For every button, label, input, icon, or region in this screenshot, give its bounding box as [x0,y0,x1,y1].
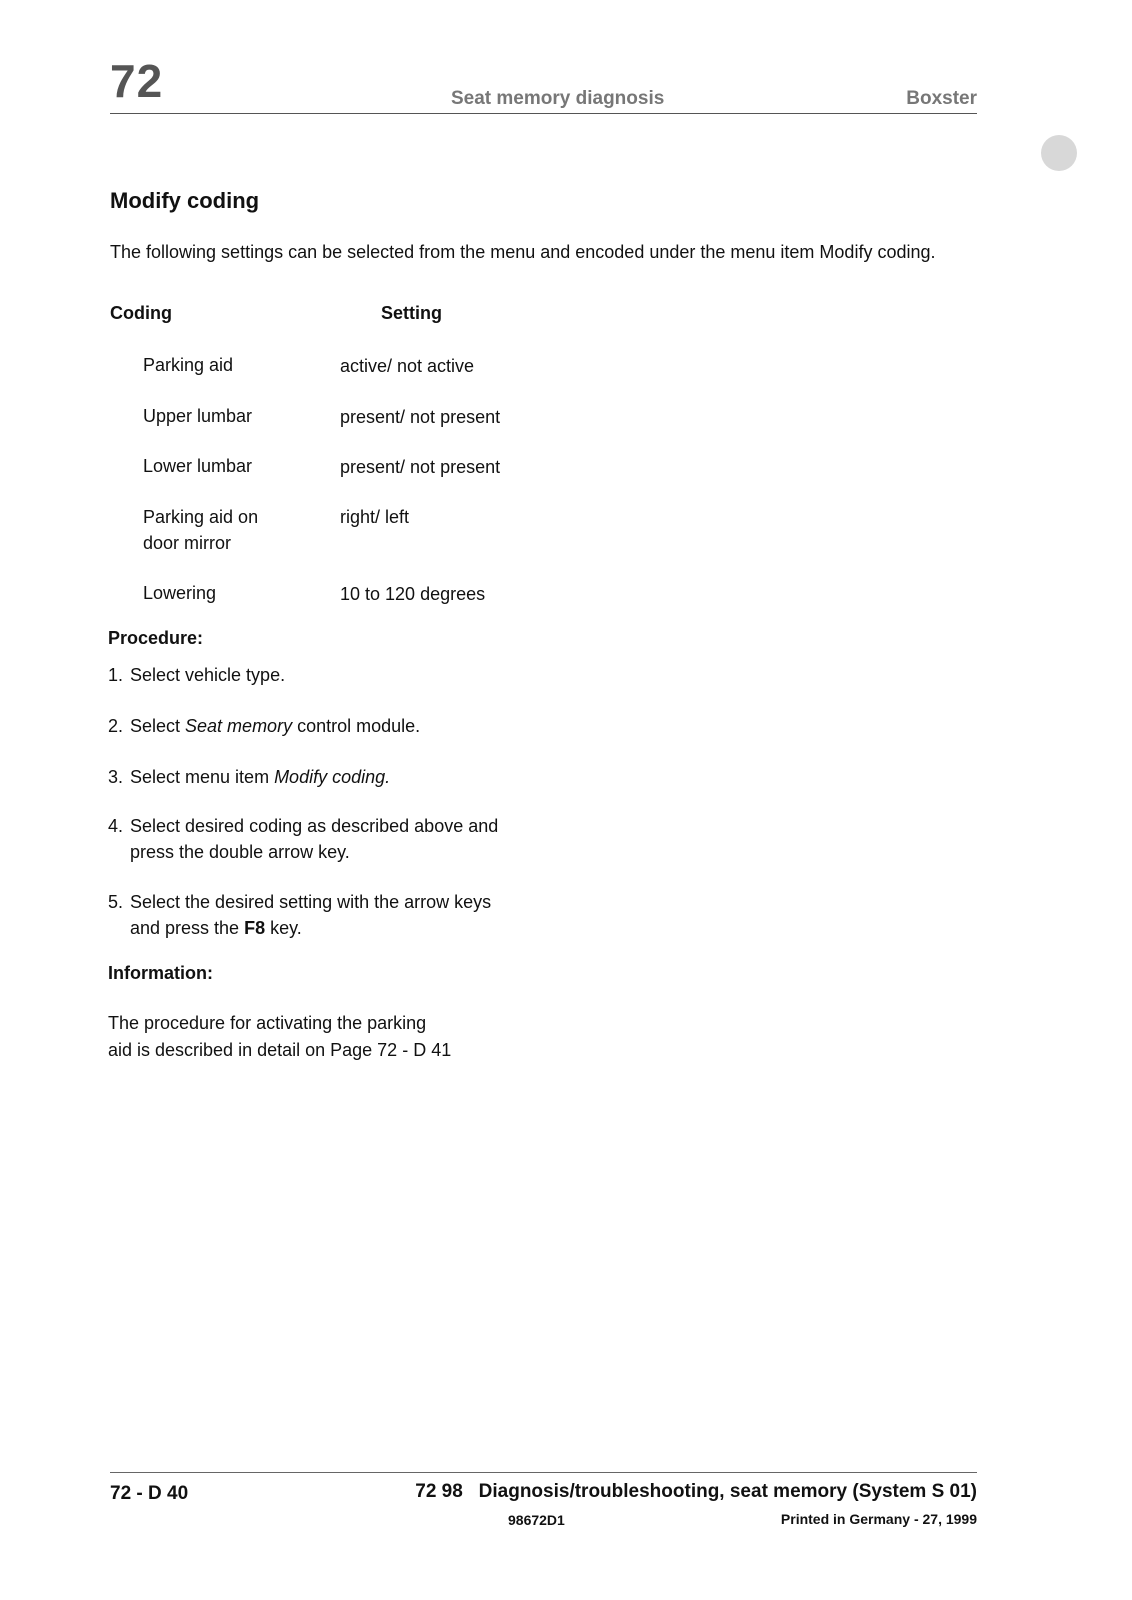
procedure-step [108,662,285,688]
step-text: control module. [292,716,421,736]
section-title: Modify coding [110,188,260,213]
coding-row-label-line: Parking aid on [143,507,259,527]
step-text: key. [265,918,302,938]
coding-row-setting: present/ not present [340,407,501,427]
step-text: Select menu item [130,767,275,787]
footer-printed: Printed in Germany - 27, 1999 [780,1511,977,1527]
information-line: The procedure for activating the parking [108,1013,427,1033]
step-number: 4. [108,816,124,836]
procedure-step [108,813,498,865]
step-text: Select [130,716,186,736]
coding-row-setting: present/ not present [340,457,501,477]
footer-page-number: 72 - D 40 [110,1483,189,1504]
step-text: Select the desired setting with the arrow keys [130,892,492,912]
step-number: 3. [108,767,124,787]
step-number: 2. [108,716,124,736]
step-text: press the double arrow key. [130,842,350,862]
step-text: and press the [130,918,245,938]
information-text [108,1010,451,1064]
column-header-coding: Coding [110,303,172,323]
footer-document-code: 98672D1 [508,1512,565,1528]
procedure-step [108,713,420,739]
step-text: Select desired coding as described above and [130,816,499,836]
step-text-emphasis: Modify coding. [274,767,391,787]
coding-row-label: Upper lumbar [143,406,253,426]
footer-rule [110,1472,977,1473]
footer-title: 72 98 Diagnosis/troubleshooting, seat memory (System S 01) [415,1481,977,1502]
section-intro: The following settings can be selected from the menu and encoded under the menu item Modify coding. [110,242,936,262]
header-rule [110,113,977,114]
coding-row-label: Lower lumbar [143,456,253,476]
coding-row-setting: 10 to 120 degrees [340,584,486,604]
coding-row-setting: active/ not active [340,356,475,376]
coding-row-setting: right/ left [340,507,410,527]
information-heading: Information: [108,963,213,983]
procedure-step [108,764,390,790]
key-name: F8 [244,918,266,938]
binder-hole [1041,135,1077,171]
step-number: 5. [108,892,124,912]
coding-row-label: Parking aid [143,355,234,375]
step-text-emphasis: Seat memory [185,716,293,736]
information-line: aid is described in detail on Page 72 - D 41 [108,1040,452,1060]
coding-row-label [143,504,258,556]
step-text: Select vehicle type. [130,665,286,685]
chapter-number: 72 [110,55,164,107]
step-text-line [108,915,491,941]
coding-row-label-line: door mirror [143,533,232,553]
step-number: 1. [108,665,124,685]
header-title: Seat memory diagnosis [451,88,665,109]
column-header-setting: Setting [381,303,442,323]
procedure-step [108,889,491,941]
procedure-heading: Procedure: [108,628,204,648]
header-model: Boxster [906,88,977,109]
coding-row-label: Lowering [143,583,217,603]
